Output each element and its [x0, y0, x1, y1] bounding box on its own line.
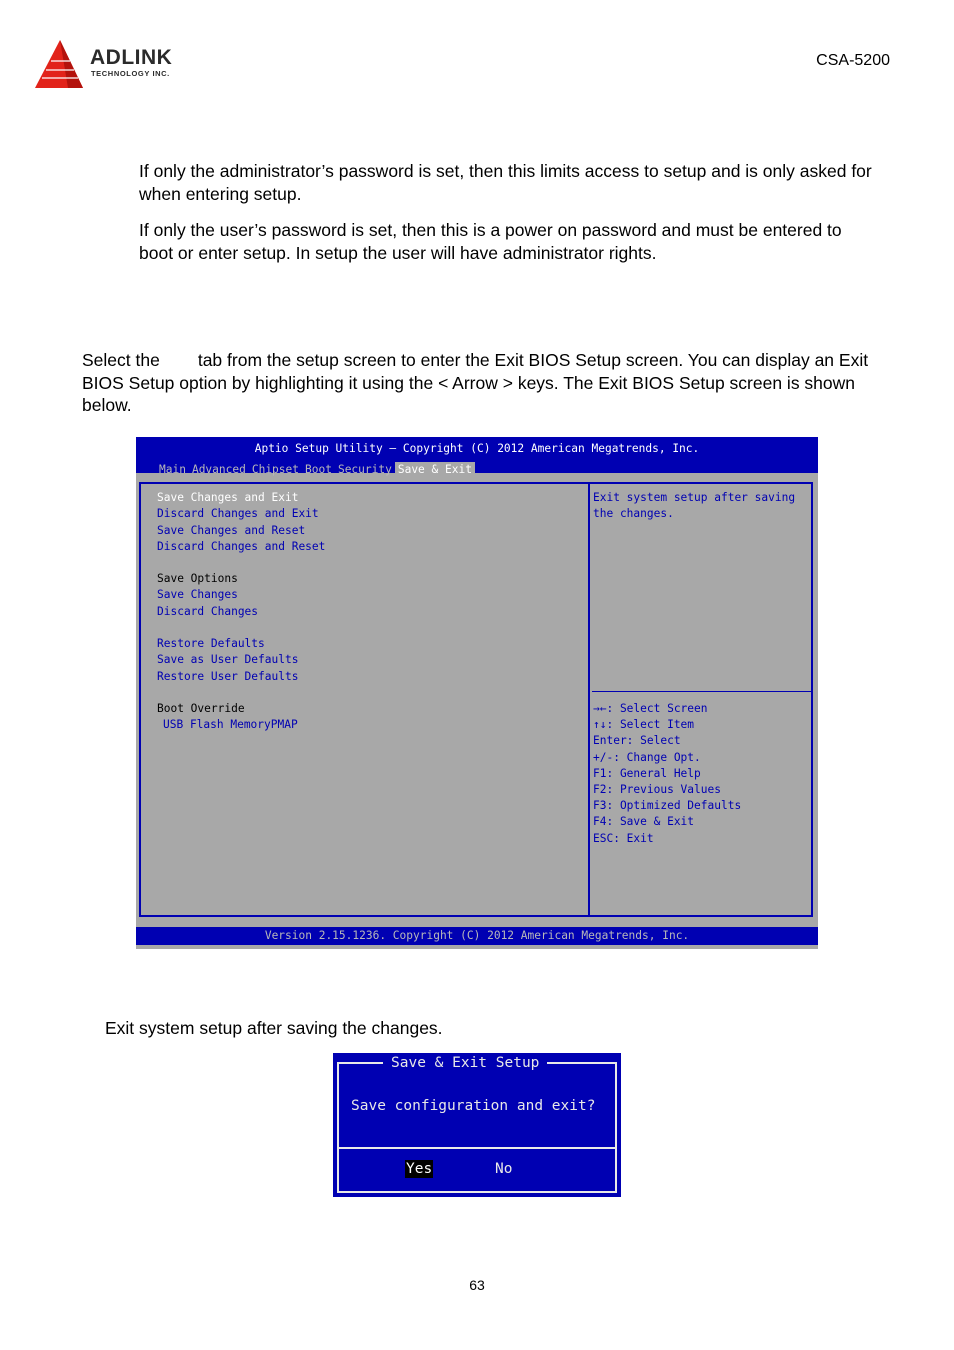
- menu-item-save-changes-and-exit[interactable]: Save Changes and Exit: [157, 491, 299, 504]
- menu-item-save-changes[interactable]: Save Changes: [157, 588, 238, 601]
- menu-item-save-as-user-defaults[interactable]: Save as User Defaults: [157, 653, 299, 666]
- bios-title-bar: [136, 437, 818, 476]
- page-number: 63: [469, 1277, 485, 1293]
- logo-wordmark: ADLINK: [90, 46, 173, 69]
- no-button[interactable]: No: [495, 1161, 513, 1177]
- bios-footer-bar: [136, 927, 818, 945]
- logo-subtitle: TECHNOLOGY INC.: [91, 69, 170, 78]
- menu-item-save-changes-and-reset[interactable]: Save Changes and Reset: [157, 524, 306, 537]
- paragraph-admin-password: If only the administrator’s password is set, then this limits access to setup and is only asked for when entering setup.: [139, 161, 872, 204]
- tab-advanced[interactable]: Advanced: [191, 463, 246, 476]
- paragraph-save-exit-description: Exit system setup after saving the changes.: [105, 1018, 443, 1038]
- menu-item-restore-user-defaults[interactable]: Restore User Defaults: [157, 670, 299, 683]
- bios-tab-bar: [156, 458, 475, 476]
- adlink-logo: [34, 38, 204, 94]
- key-help-f1: F1: General Help: [593, 767, 701, 780]
- key-help-f2: F2: Previous Values: [593, 783, 721, 796]
- tab-boot[interactable]: Boot: [305, 463, 332, 476]
- dialog-title: Save & Exit Setup: [383, 1054, 547, 1072]
- tab-security[interactable]: Security: [337, 463, 392, 476]
- key-help-select-item: ↑↓: Select Item: [593, 718, 695, 731]
- menu-item-discard-changes-and-reset[interactable]: Discard Changes and Reset: [157, 540, 326, 553]
- key-help-f4: F4: Save & Exit: [593, 815, 695, 828]
- bios-panel-divider: [588, 482, 590, 917]
- paragraph-user-password: If only the user’s password is set, then this is a power on password and must be entered to boot or enter setup. In setup the user will have administrator rights.: [139, 220, 842, 263]
- tab-chipset[interactable]: Chipset: [251, 463, 299, 476]
- document-id: CSA-5200: [816, 52, 890, 69]
- menu-item-discard-changes-and-exit[interactable]: Discard Changes and Exit: [157, 507, 319, 520]
- key-help-esc: ESC: Exit: [593, 832, 654, 845]
- key-help-select-screen: →←: Select Screen: [593, 702, 708, 715]
- menu-item-restore-defaults[interactable]: Restore Defaults: [157, 637, 265, 650]
- key-help-enter: Enter: Select: [593, 734, 681, 747]
- paragraph-exit-intro-start: Select the: [82, 350, 160, 370]
- yes-button[interactable]: Yes: [406, 1161, 433, 1177]
- menu-item-usb-flash-memory[interactable]: USB Flash MemoryPMAP: [163, 718, 298, 731]
- save-exit-dialog: [333, 1053, 621, 1197]
- bios-title: Aptio Setup Utility – Copyright (C) 2012 American Megatrends, Inc.: [254, 442, 700, 455]
- dialog-separator: [337, 1147, 617, 1149]
- help-text-line-2: the changes.: [593, 507, 674, 520]
- section-heading-save-options: Save Options: [157, 572, 238, 585]
- tab-main[interactable]: Main: [159, 463, 186, 476]
- section-heading-boot-override: Boot Override: [157, 702, 245, 715]
- bios-version: Version 2.15.1236. Copyright (C) 2012 American Megatrends, Inc.: [264, 929, 690, 942]
- key-help-change-opt: +/-: Change Opt.: [593, 751, 701, 764]
- dialog-message: Save configuration and exit?: [351, 1098, 596, 1114]
- tab-save-exit[interactable]: Save & Exit: [395, 462, 475, 477]
- paragraph-exit-intro-rest: tab from the setup screen to enter the Exit BIOS Setup screen. You can display an Exit BIOS Setup option by highlighting it using the < Arrow > keys. The Exit BIOS Setup screen is shown below.: [82, 350, 869, 415]
- bios-setup-screen: [136, 437, 818, 949]
- menu-item-discard-changes[interactable]: Discard Changes: [157, 605, 259, 618]
- paragraph-exit-intro: [82, 349, 882, 417]
- logo-mark: [35, 40, 83, 88]
- dialog-border: [337, 1062, 617, 1193]
- help-text-line-1: Exit system setup after saving: [593, 491, 796, 504]
- key-help-f3: F3: Optimized Defaults: [593, 799, 742, 812]
- bios-help-separator: [592, 691, 812, 692]
